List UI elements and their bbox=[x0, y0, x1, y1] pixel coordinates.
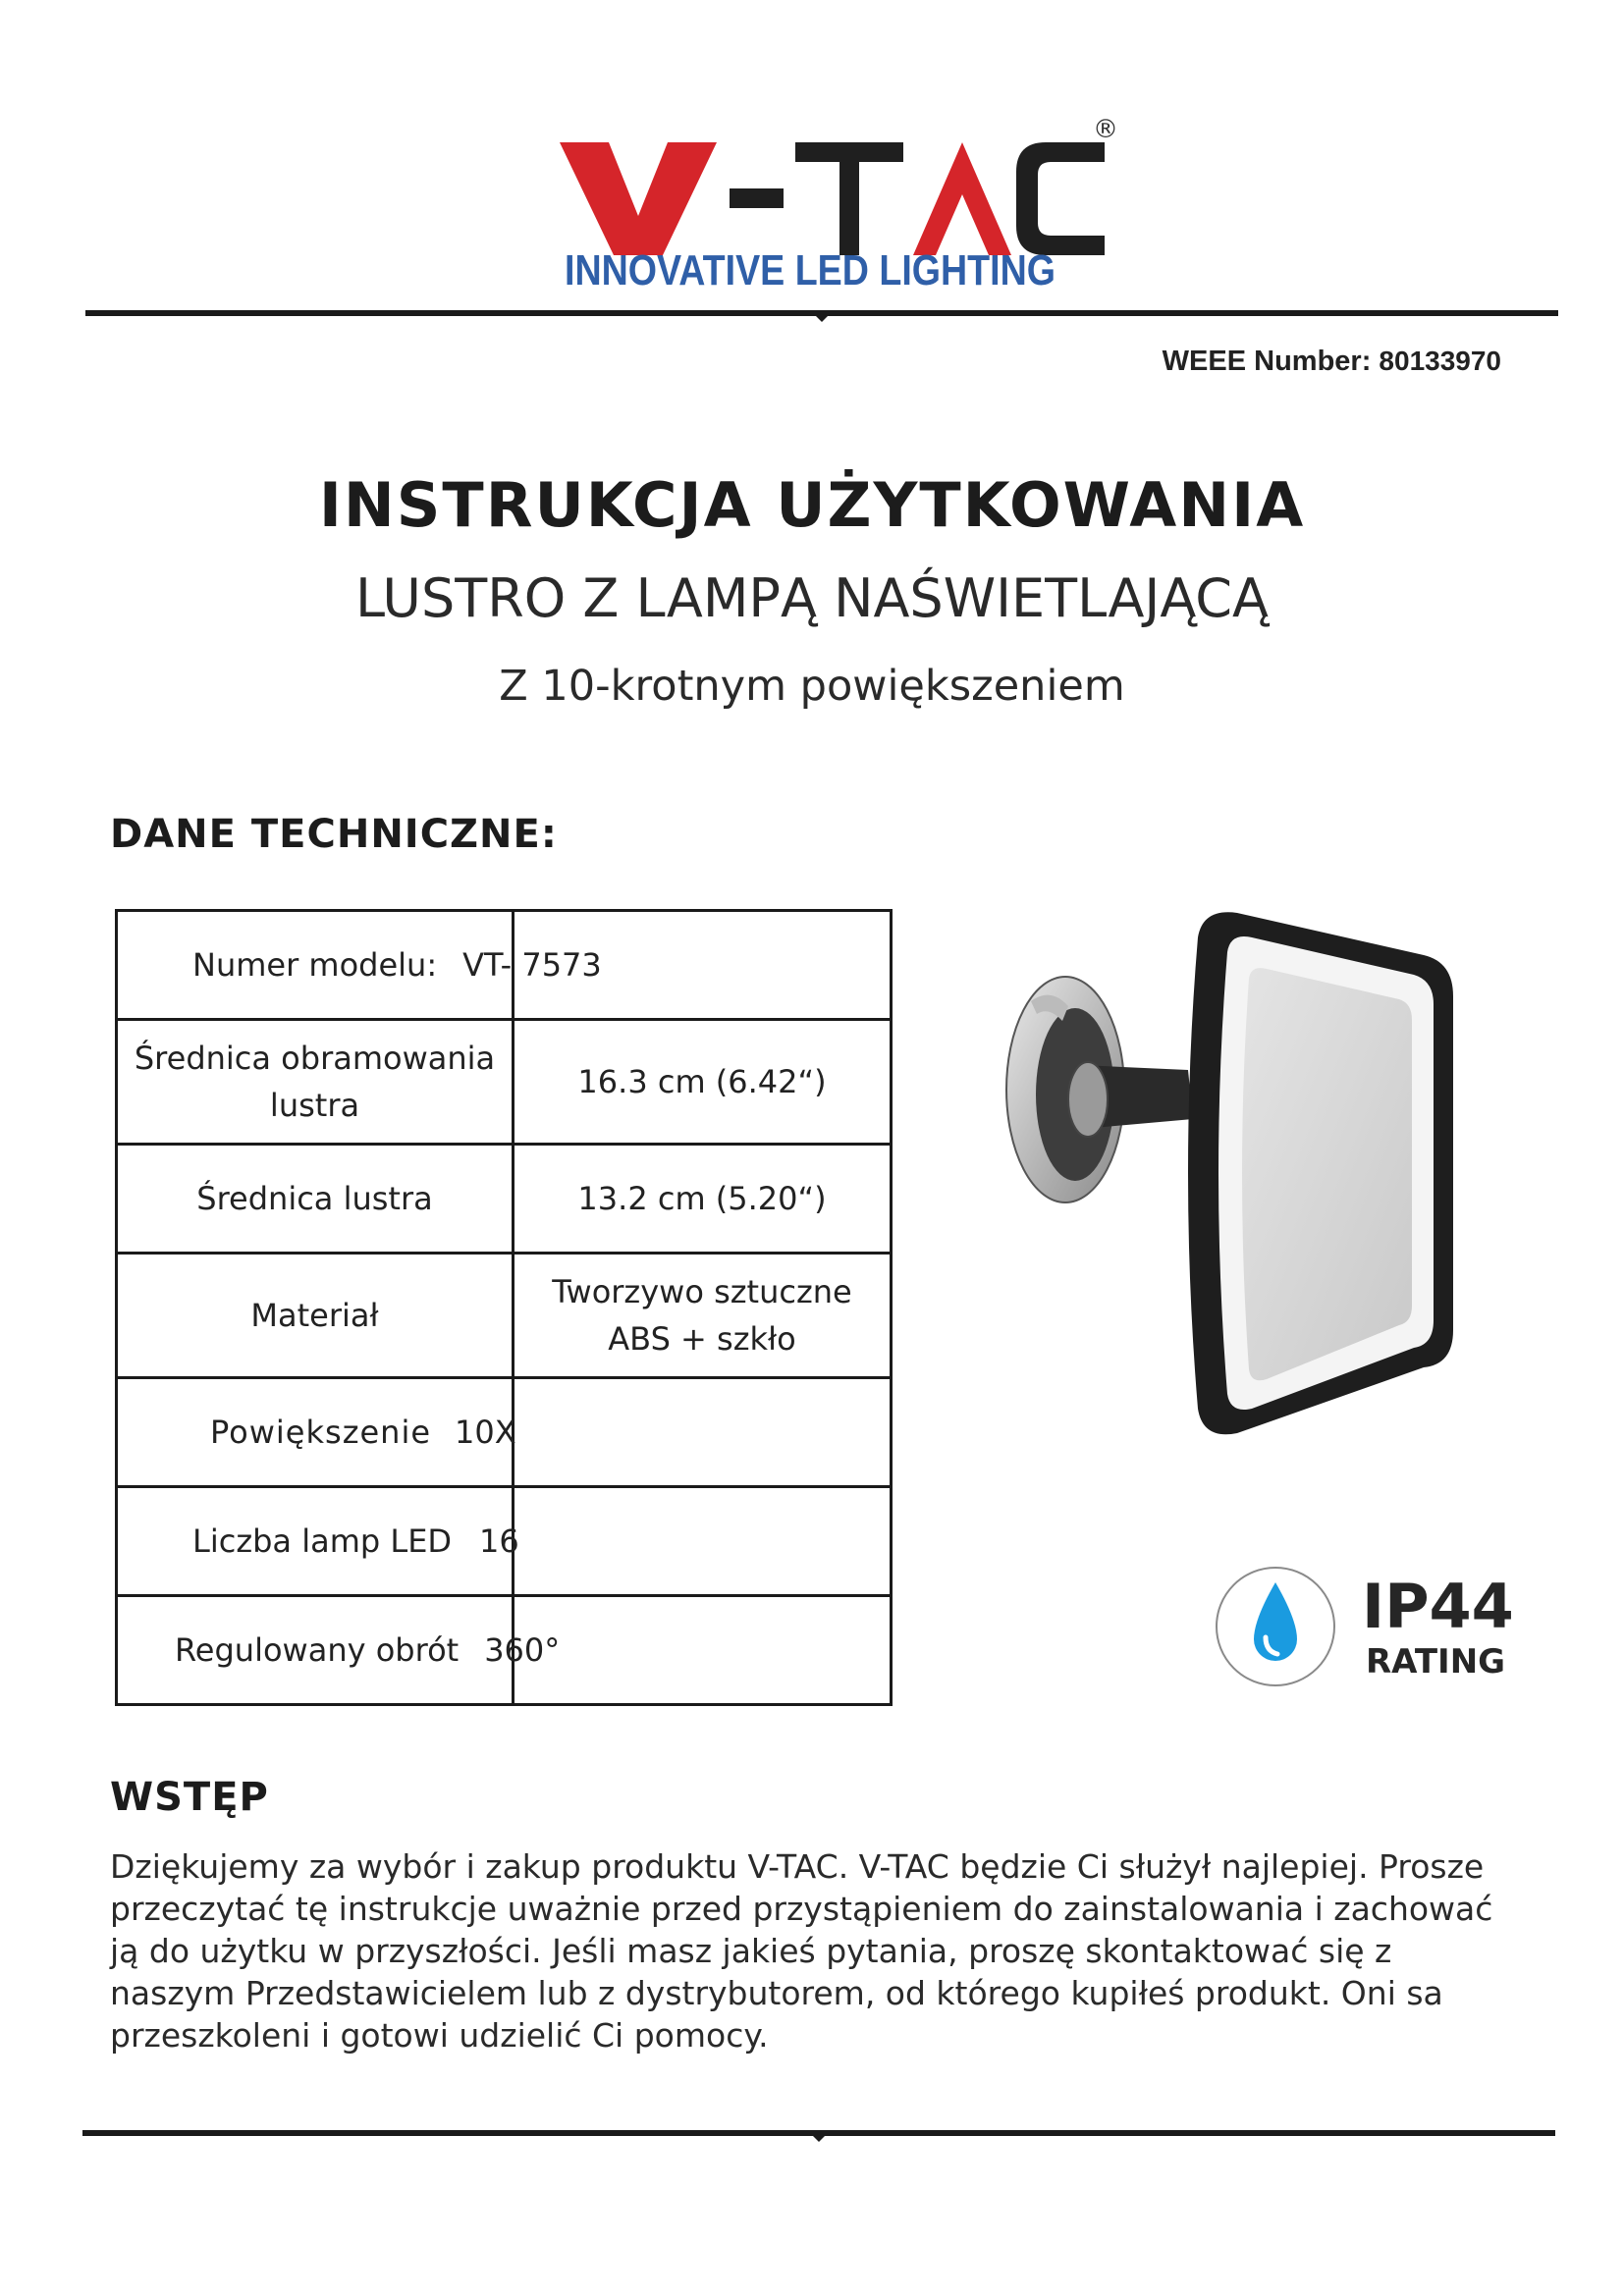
led-cell bbox=[118, 1488, 890, 1594]
ip44-rating-badge bbox=[1215, 1561, 1529, 1693]
mirror-label: Średnica lustra bbox=[196, 1180, 433, 1217]
intro-text: Dziękujemy za wybór i zakup produktu V-TAC. V-TAC będzie Ci służył najlepiej. Prosze przeczytać tę instrukcje uważnie przed przystąpieniem do zainstalowania i zachować ją do użytku w przyszłości. Jeśli masz jakieś pytania, proszę skontaktować się z naszym Przedstawicielem lub z dystrybutorem, od którego kupiłeś produkt. Oni sa przeszkoleni i gotowi udzielić Ci pomocy. bbox=[110, 1847, 1493, 2055]
ip-code: IP44 bbox=[1362, 1571, 1514, 1642]
table-row-frame-diameter bbox=[118, 1021, 890, 1146]
brand-logo bbox=[555, 108, 1118, 294]
mirror-value: 13.2 cm (5.20“) bbox=[577, 1180, 827, 1217]
mirror-illustration bbox=[992, 898, 1463, 1448]
material-value-cell bbox=[514, 1255, 890, 1376]
spec-table bbox=[115, 909, 893, 1706]
product-image-mirror bbox=[992, 898, 1463, 1448]
rotation-label: Regulowany obrót bbox=[175, 1631, 460, 1669]
footer-rule bbox=[82, 2130, 1555, 2136]
tech-specs-heading: DANE TECHNICZNE: bbox=[110, 812, 558, 857]
page-title: INSTRUKCJA UŻYTKOWANIA bbox=[318, 469, 1306, 541]
model-cell bbox=[118, 912, 890, 1018]
header-rule bbox=[85, 310, 1558, 316]
registered-mark: ® bbox=[1093, 115, 1118, 144]
rotation-value: 360° bbox=[484, 1631, 561, 1669]
ip-rating-label: RATING bbox=[1366, 1642, 1506, 1682]
table-row-magnification bbox=[118, 1379, 890, 1488]
table-row-material bbox=[118, 1255, 890, 1379]
weee-number bbox=[1163, 346, 1501, 378]
weee-label: WEEE Number: bbox=[1162, 346, 1372, 377]
model-label: Numer modelu: bbox=[192, 946, 438, 984]
magnification-label: Powiększenie bbox=[210, 1414, 432, 1451]
weee-value: 80133970 bbox=[1379, 346, 1501, 376]
frame-value: 16.3 cm (6.42“) bbox=[577, 1063, 827, 1100]
vtac-logo-graphic bbox=[555, 108, 1118, 294]
material-value-line1: Tworzywo sztuczne bbox=[552, 1273, 852, 1310]
table-row-rotation bbox=[118, 1597, 890, 1703]
frame-label-line2: lustra bbox=[269, 1087, 360, 1124]
magnification-cell bbox=[118, 1379, 890, 1485]
brand-tagline: INNOVATIVE LED LIGHTING bbox=[565, 246, 1056, 294]
material-label: Materiał bbox=[250, 1297, 379, 1334]
page-subtitle: LUSTRO Z LAMPĄ NAŚWIETLAJĄCĄ bbox=[355, 567, 1269, 629]
material-value-line2: ABS + szkło bbox=[608, 1320, 796, 1358]
led-label: Liczba lamp LED bbox=[192, 1522, 453, 1560]
frame-label-cell bbox=[118, 1021, 512, 1143]
intro-heading: WSTĘP bbox=[110, 1775, 269, 1820]
table-row-mirror-diameter bbox=[118, 1146, 890, 1255]
magnification-value: 10X bbox=[455, 1414, 516, 1451]
table-row-led-count bbox=[118, 1488, 890, 1597]
intro-paragraph bbox=[110, 1845, 1524, 2056]
ip44-graphic bbox=[1215, 1561, 1529, 1693]
led-value: 16 bbox=[479, 1522, 519, 1560]
frame-label-line1: Średnica obramowania bbox=[134, 1040, 496, 1077]
page-subtitle-detail: Z 10-krotnym powiększeniem bbox=[499, 662, 1125, 711]
rotation-cell bbox=[118, 1597, 890, 1703]
table-row-model bbox=[118, 912, 890, 1021]
model-value: VT- 7573 bbox=[462, 946, 602, 984]
